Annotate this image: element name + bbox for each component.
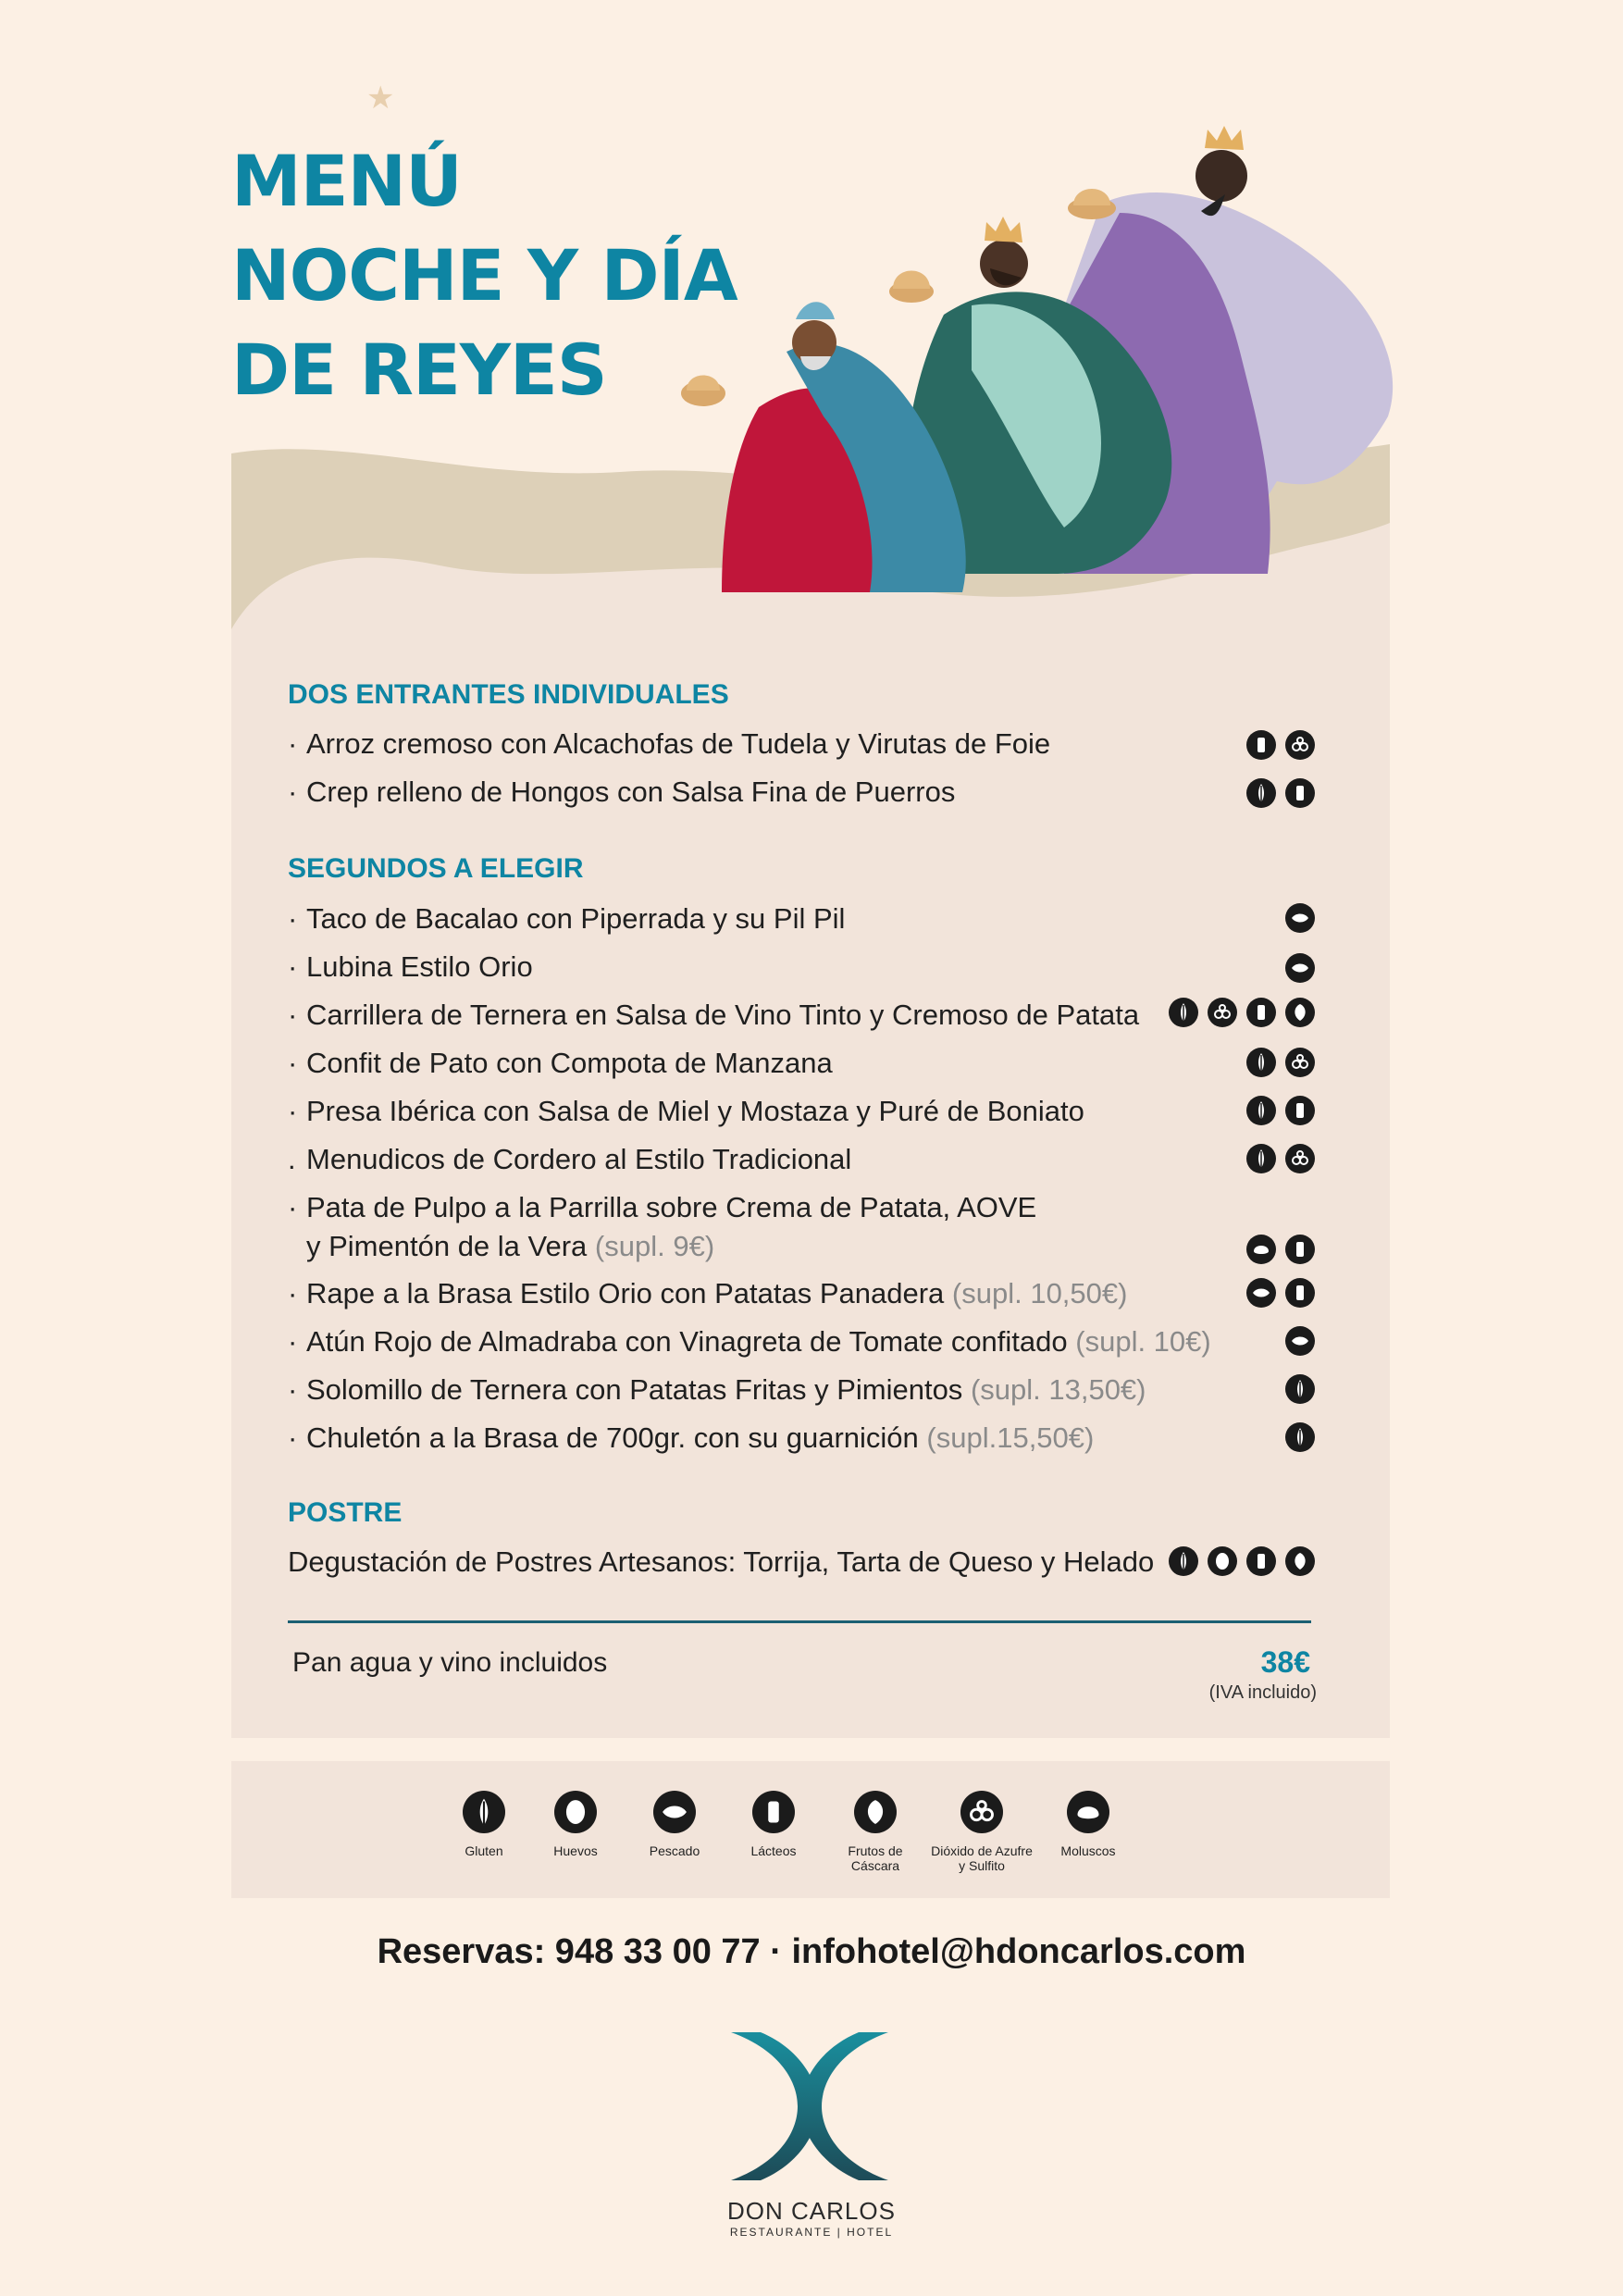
pescado-icon bbox=[1246, 1278, 1276, 1308]
allergen-icons bbox=[1246, 1144, 1315, 1173]
supplement-price: (supl.15,50€) bbox=[926, 1421, 1095, 1454]
menu-item bbox=[288, 1140, 1315, 1179]
menu-price: 38€ bbox=[1260, 1645, 1310, 1679]
bullet: · bbox=[288, 1191, 298, 1223]
title-line: DE REYES bbox=[231, 329, 607, 411]
dish-name: Atún Rojo de Almadraba con Vinagreta de Tomate confitado bbox=[306, 1325, 1068, 1358]
legend-item-huevos bbox=[525, 1791, 626, 1858]
menu-item bbox=[288, 996, 1315, 1035]
menu-item bbox=[288, 1044, 1315, 1083]
allergen-icons bbox=[1169, 998, 1315, 1027]
dish-name: Rape a la Brasa Estilo Orio con Patatas Panadera bbox=[306, 1277, 945, 1309]
legend-label: Lácteos bbox=[750, 1843, 797, 1858]
gluten-icon bbox=[1169, 1546, 1198, 1576]
bullet: · bbox=[288, 999, 298, 1031]
gluten-icon bbox=[1246, 778, 1276, 808]
three-kings-illustration bbox=[666, 93, 1416, 611]
legend-item-frutos-cascara bbox=[824, 1791, 926, 1873]
pescado-icon bbox=[1285, 1326, 1315, 1356]
supplement-price: (supl. 13,50€) bbox=[970, 1373, 1146, 1406]
allergen-icons bbox=[1246, 778, 1315, 808]
legend-label: Moluscos bbox=[1060, 1843, 1116, 1858]
gluten-icon bbox=[1246, 1096, 1276, 1125]
legend-item-lacteos bbox=[723, 1791, 824, 1858]
gluten-icon bbox=[463, 1791, 505, 1833]
sulfitos-icon bbox=[1285, 730, 1315, 760]
sulfitos-icon bbox=[960, 1791, 1003, 1833]
legend-label: Dióxido de Azufre y Sulfito bbox=[931, 1843, 1033, 1873]
lacteos-icon bbox=[752, 1791, 795, 1833]
bullet: · bbox=[288, 1047, 298, 1079]
moluscos-icon bbox=[1246, 1235, 1276, 1264]
allergen-icons bbox=[1246, 1278, 1315, 1308]
gluten-icon bbox=[1285, 1374, 1315, 1404]
menu-item bbox=[288, 948, 1315, 987]
menu-item bbox=[288, 773, 1315, 812]
dish-name: Arroz cremoso con Alcachofas de Tudela y Virutas de Foie bbox=[306, 727, 1051, 760]
menu-item bbox=[288, 1543, 1315, 1582]
gluten-icon bbox=[1246, 1048, 1276, 1077]
dish-name: Solomillo de Ternera con Patatas Fritas y Pimientos bbox=[306, 1373, 963, 1406]
bullet: · bbox=[288, 1421, 298, 1454]
allergen-icons bbox=[1246, 1048, 1315, 1077]
lacteos-icon bbox=[1246, 1546, 1276, 1576]
legend-item-sulfitos bbox=[931, 1791, 1033, 1873]
pescado-icon bbox=[653, 1791, 696, 1833]
allergen-legend bbox=[231, 1761, 1390, 1898]
dish-name: Crep relleno de Hongos con Salsa Fina de Puerros bbox=[306, 776, 956, 808]
bullet: · bbox=[288, 902, 298, 935]
menu-item bbox=[288, 1188, 1315, 1266]
allergen-icons bbox=[1285, 1374, 1315, 1404]
allergen-icons bbox=[1246, 1096, 1315, 1125]
supplement-price: (supl. 10,50€) bbox=[951, 1277, 1128, 1309]
legend-label: Huevos bbox=[553, 1843, 598, 1858]
title-line: MENÚ bbox=[231, 140, 462, 222]
menu-item bbox=[288, 1371, 1315, 1409]
allergen-icons bbox=[1285, 1422, 1315, 1452]
includes-label: Pan agua y vino incluidos bbox=[292, 1647, 608, 1678]
pescado-icon bbox=[1285, 953, 1315, 983]
bullet: · bbox=[288, 1277, 298, 1309]
lacteos-icon bbox=[1285, 1096, 1315, 1125]
lacteos-icon bbox=[1285, 778, 1315, 808]
bullet: . bbox=[288, 1143, 296, 1175]
supplement-price: (supl. 10€) bbox=[1075, 1325, 1211, 1358]
legend-label: Pescado bbox=[649, 1843, 700, 1858]
supplement-price: (supl. 9€) bbox=[594, 1230, 715, 1262]
dish-name: Presa Ibérica con Salsa de Miel y Mostaza y Puré de Boniato bbox=[306, 1095, 1084, 1127]
sulfitos-icon bbox=[1208, 998, 1237, 1027]
pescado-icon bbox=[1285, 903, 1315, 933]
page-title bbox=[231, 134, 737, 417]
menu-item bbox=[288, 1092, 1315, 1131]
huevos-icon bbox=[1208, 1546, 1237, 1576]
brand-name: DON CARLOS bbox=[727, 2197, 896, 2225]
bullet: · bbox=[288, 727, 298, 760]
legend-item-pescado bbox=[624, 1791, 725, 1858]
gluten-icon bbox=[1169, 998, 1198, 1027]
don-carlos-logo bbox=[731, 2032, 888, 2180]
bullet: · bbox=[288, 1325, 298, 1358]
legend-item-gluten bbox=[433, 1791, 535, 1858]
brand-subtitle: RESTAURANTE | HOTEL bbox=[729, 2226, 894, 2239]
dish-name: Chuletón a la Brasa de 700gr. con su guarnición bbox=[306, 1421, 919, 1454]
reservations-contact: Reservas: 948 33 00 77 · infohotel@hdoncarlos.com bbox=[377, 1932, 1246, 1971]
sulfitos-icon bbox=[1285, 1048, 1315, 1077]
menu-item bbox=[288, 900, 1315, 938]
dish-name-line2: y Pimentón de la Vera bbox=[306, 1230, 588, 1262]
title-line: NOCHE Y DÍA bbox=[231, 234, 737, 316]
lacteos-icon bbox=[1285, 1235, 1315, 1264]
legend-label: Frutos de Cáscara bbox=[848, 1843, 903, 1873]
bullet: · bbox=[288, 776, 298, 808]
section-title-postre: POSTRE bbox=[288, 1497, 403, 1528]
gluten-icon bbox=[1285, 1422, 1315, 1452]
moluscos-icon bbox=[1067, 1791, 1109, 1833]
legend-label: Gluten bbox=[465, 1843, 503, 1858]
legend-item-moluscos bbox=[1037, 1791, 1139, 1858]
lacteos-icon bbox=[1246, 730, 1276, 760]
allergen-icons bbox=[1285, 1326, 1315, 1356]
bullet: · bbox=[288, 1373, 298, 1406]
menu-item bbox=[288, 725, 1315, 763]
lacteos-icon bbox=[1285, 1278, 1315, 1308]
sulfitos-icon bbox=[1285, 1144, 1315, 1173]
frutos-cascara-icon bbox=[854, 1791, 897, 1833]
huevos-icon bbox=[554, 1791, 597, 1833]
tax-note: (IVA incluido) bbox=[1208, 1682, 1317, 1703]
allergen-icons bbox=[1246, 730, 1315, 760]
dish-name: Degustación de Postres Artesanos: Torrija, Tarta de Queso y Helado bbox=[288, 1545, 1155, 1578]
price-divider bbox=[288, 1620, 1311, 1623]
dish-name: Confit de Pato con Compota de Manzana bbox=[306, 1047, 833, 1079]
menu-item bbox=[288, 1419, 1315, 1458]
allergen-icons bbox=[1169, 1546, 1315, 1576]
lacteos-icon bbox=[1246, 998, 1276, 1027]
section-title-segundos: SEGUNDOS A ELEGIR bbox=[288, 853, 584, 884]
menu-item bbox=[288, 1274, 1315, 1313]
frutos-cascara-icon bbox=[1285, 1546, 1315, 1576]
dish-name: Taco de Bacalao con Piperrada y su Pil Pil bbox=[306, 902, 846, 935]
dish-name: Menudicos de Cordero al Estilo Tradicional bbox=[306, 1143, 852, 1175]
menu-item bbox=[288, 1322, 1315, 1361]
dish-name: Lubina Estilo Orio bbox=[306, 950, 533, 983]
bullet: · bbox=[288, 1095, 298, 1127]
dish-name: Carrillera de Ternera en Salsa de Vino Tinto y Cremoso de Patata bbox=[306, 999, 1140, 1031]
allergen-icons bbox=[1285, 953, 1315, 983]
allergen-icons bbox=[1246, 1235, 1315, 1264]
bullet: · bbox=[288, 950, 298, 983]
allergen-icons bbox=[1285, 903, 1315, 933]
section-title-entrantes: DOS ENTRANTES INDIVIDUALES bbox=[288, 679, 729, 710]
frutos-cascara-icon bbox=[1285, 998, 1315, 1027]
star-icon: ★ bbox=[366, 81, 395, 116]
gluten-icon bbox=[1246, 1144, 1276, 1173]
dish-name: Pata de Pulpo a la Parrilla sobre Crema de Patata, AOVE bbox=[306, 1191, 1037, 1223]
